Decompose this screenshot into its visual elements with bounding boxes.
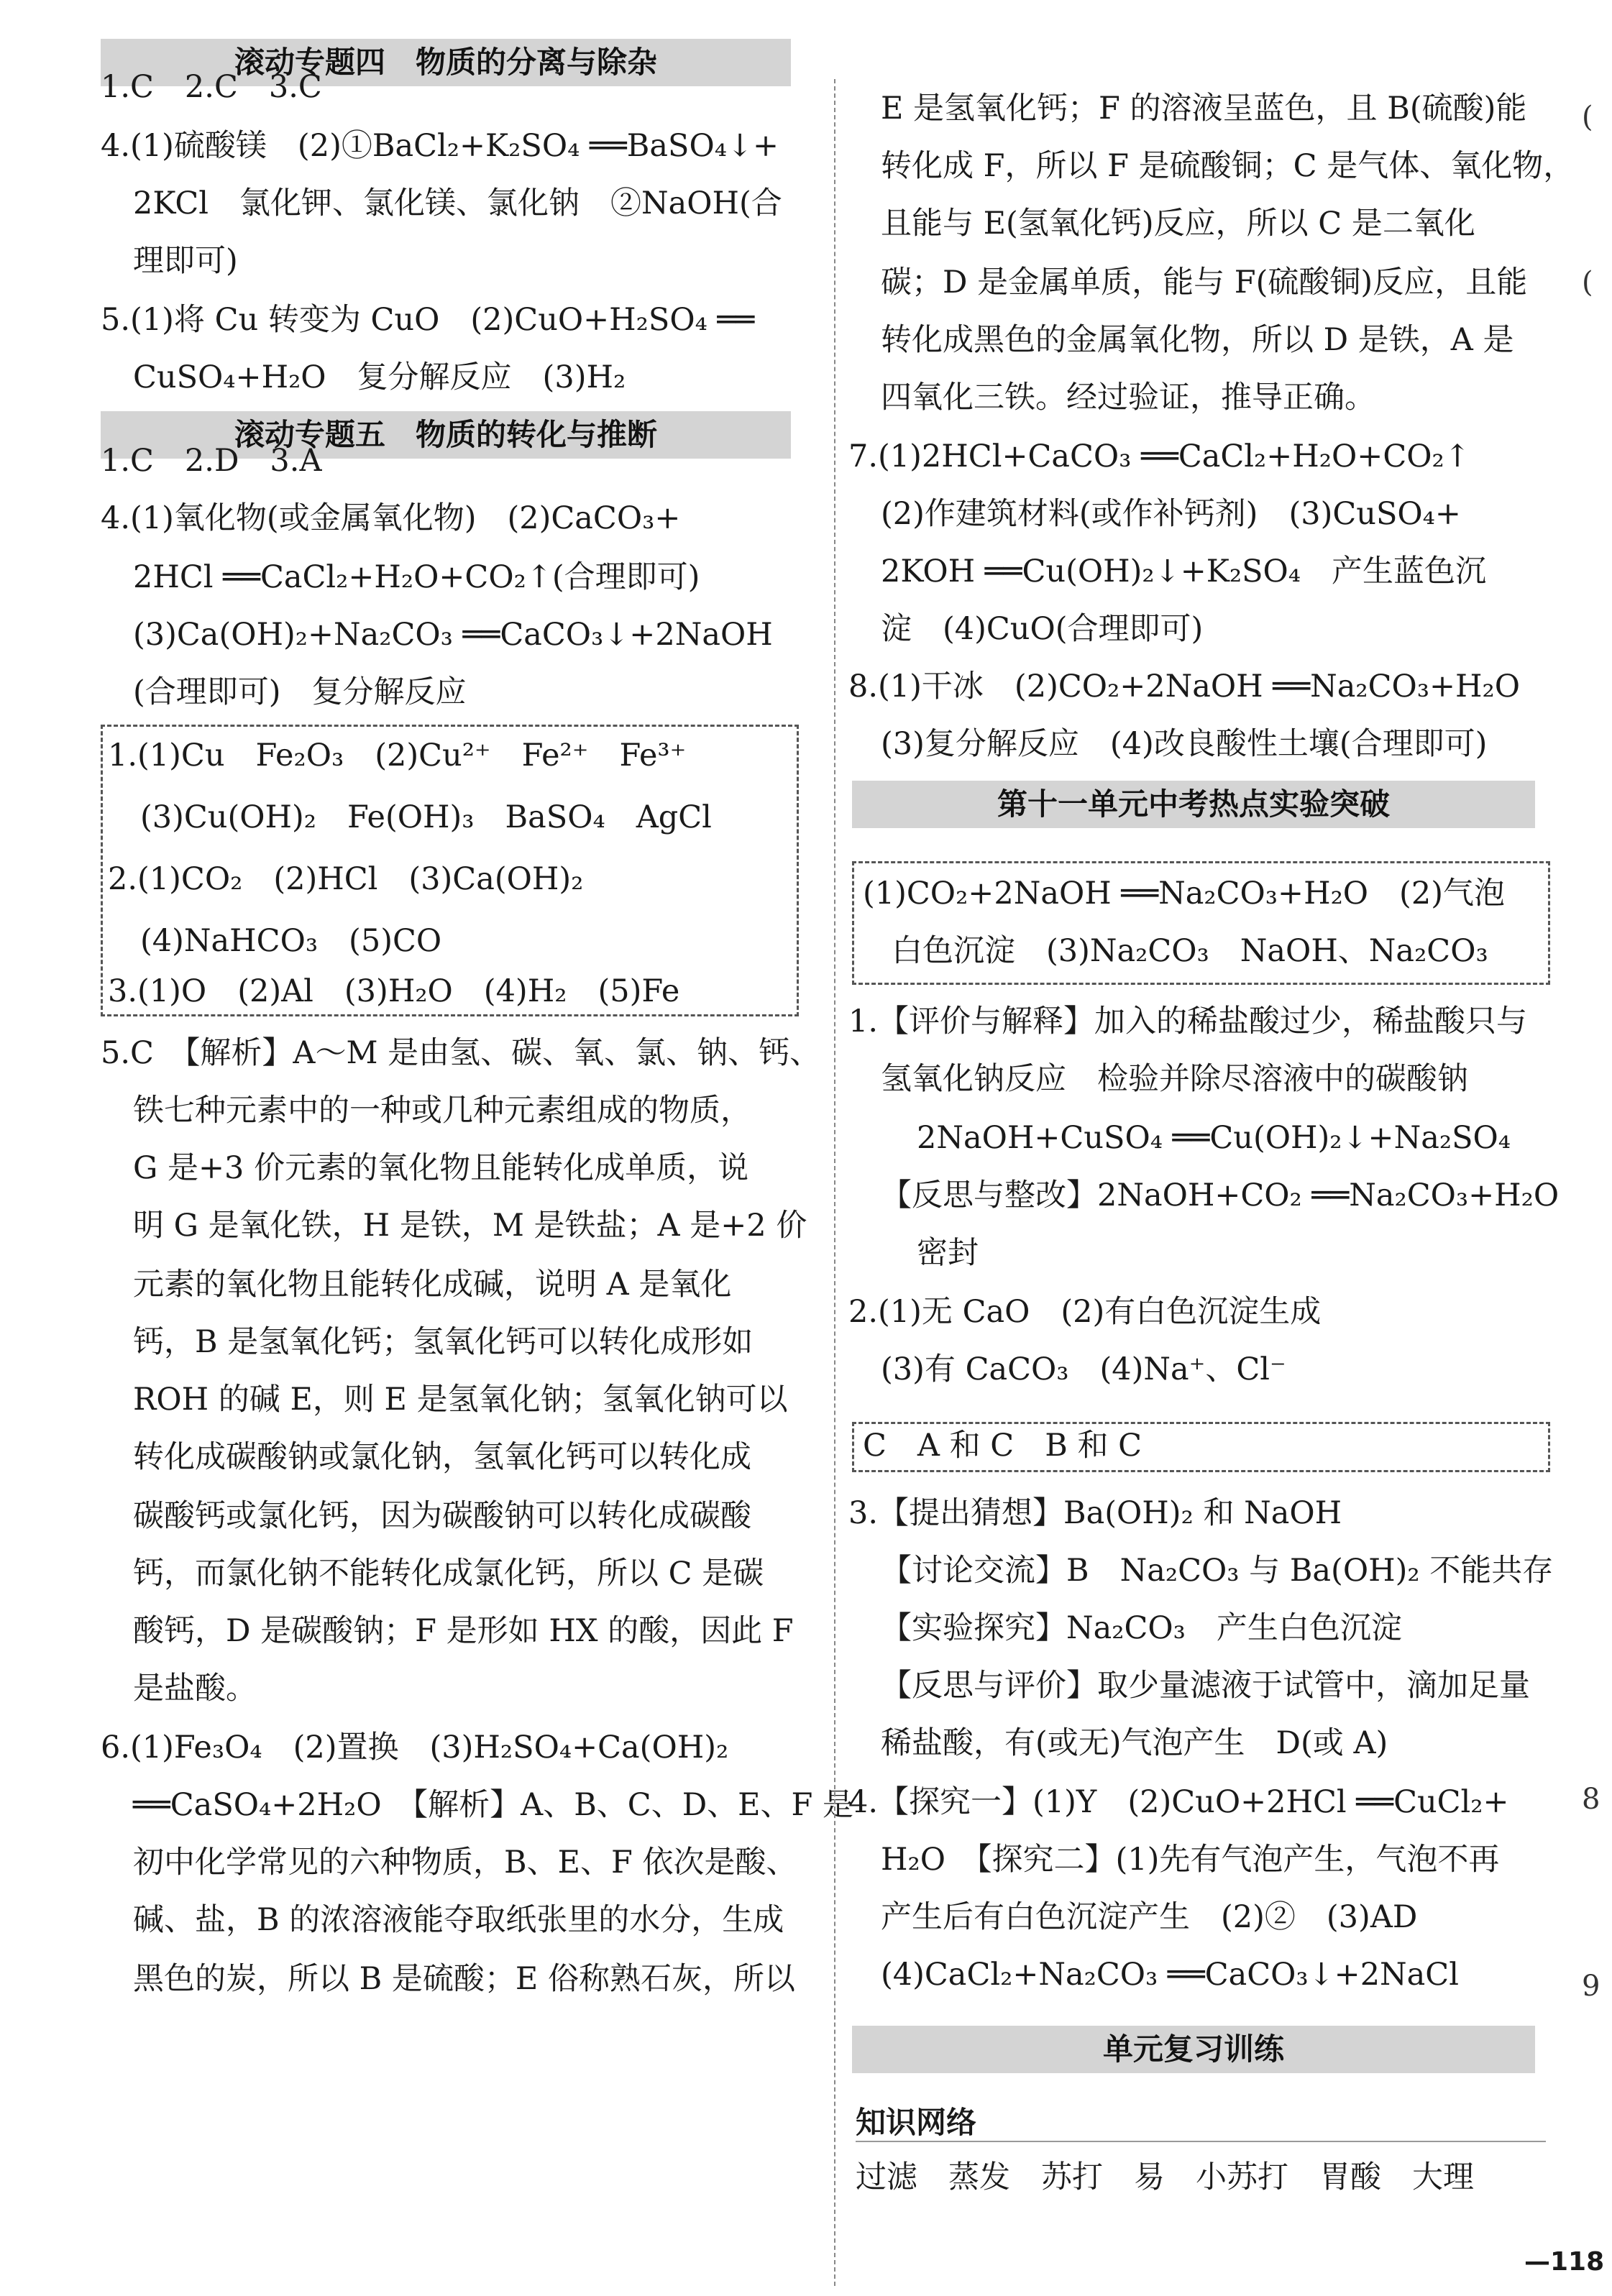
edge-mark: 8	[1582, 1783, 1600, 1816]
answer-line: 2KOH ══Cu(OH)₂↓+K₂SO₄ 产生蓝色沉	[881, 554, 1487, 589]
analysis-line: 明 G 是氧化铁，H 是铁，M 是铁盐；A 是+2 价	[133, 1208, 807, 1244]
analysis-line: 钙，而氯化钠不能转化成氯化钙，所以 C 是碳	[133, 1556, 764, 1592]
answer-line: 3.【提出猜想】Ba(OH)₂ 和 NaOH	[848, 1495, 1342, 1531]
analysis-line: 四氧化三铁。经过验证，推导正确。	[881, 380, 1375, 415]
answer-line: 4.【探究一】(1)Y (2)CuO+2HCl ══CuCl₂+	[848, 1784, 1509, 1820]
section-header-separation: 滚动专题四 物质的分离与除杂	[101, 39, 791, 86]
answer-line: (合理即可) 复分解反应	[133, 674, 467, 710]
answer-line: 2.(1)无 CaO (2)有白色沉淀生成	[848, 1294, 1322, 1330]
answer-line: 白色沉淀 (3)Na₂CO₃ NaOH、Na₂CO₃	[892, 933, 1488, 969]
analysis-line: E 是氢氧化钙；F 的溶液呈蓝色，且 B(硫酸)能	[881, 91, 1527, 127]
answer-line: (3)有 CaCO₃ (4)Na⁺、Cl⁻	[881, 1351, 1286, 1387]
answer-line: 【反思与整改】2NaOH+CO₂ ══Na₂CO₃+H₂O	[881, 1177, 1560, 1213]
analysis-line: 元素的氧化物且能转化成碱，说明 A 是氧化	[133, 1267, 732, 1303]
analysis-line: G 是+3 价元素的氧化物且能转化成单质，说	[133, 1150, 749, 1186]
answer-line: 【实验探究】Na₂CO₃ 产生白色沉淀	[881, 1610, 1402, 1646]
answer-line: (4)NaHCO₃ (5)CO	[140, 923, 442, 959]
analysis-line: 酸钙，D 是碳酸钠；F 是形如 HX 的酸，因此 F	[133, 1613, 794, 1649]
edge-mark: 9	[1582, 1970, 1600, 2003]
edge-mark: (	[1582, 101, 1593, 134]
answer-line: 产生后有白色沉淀产生 (2)② (3)AD	[881, 1899, 1418, 1935]
answer-line: 4.(1)氧化物(或金属氧化物) (2)CaCO₃+	[101, 500, 681, 536]
analysis-line: 且能与 E(氢氧化钙)反应，所以 C 是二氧化	[881, 206, 1475, 242]
analysis-line: 初中化学常见的六种物质，B、E、F 依次是酸、	[133, 1845, 797, 1881]
knowledge-network-heading: 知识网络	[856, 2105, 977, 2140]
heading-underline	[856, 2141, 1546, 2142]
answer-line: 3.(1)O (2)Al (3)H₂O (4)H₂ (5)Fe	[108, 973, 680, 1009]
analysis-line: 转化成 F，所以 F 是硫酸铜；C 是气体、氧化物，	[881, 148, 1575, 184]
analysis-line: 黑色的炭，所以 B 是硫酸；E 俗称熟石灰，所以	[133, 1961, 795, 1997]
answer-line: (1)CO₂+2NaOH ══Na₂CO₃+H₂O (2)气泡	[863, 876, 1505, 911]
answer-line: 1.C 2.D 3.A	[101, 443, 322, 479]
answer-line: (4)CaCl₂+Na₂CO₃ ══CaCO₃↓+2NaCl	[881, 1957, 1459, 1993]
answer-line: 理即可)	[133, 243, 238, 279]
answer-line: (3)复分解反应 (4)改良酸性土壤(合理即可)	[881, 726, 1488, 762]
analysis-line: 碳酸钙或氯化钙，因为碳酸钠可以转化成碳酸	[133, 1498, 751, 1534]
analysis-line: 碳；D 是金属单质，能与 F(硫酸铜)反应，且能	[881, 265, 1528, 300]
answer-line: 2.(1)CO₂ (2)HCl (3)Ca(OH)₂	[108, 861, 584, 897]
section-header-transformation: 滚动专题五 物质的转化与推断	[101, 411, 791, 459]
answer-line: 稀盐酸，有(或无)气泡产生 D(或 A)	[881, 1725, 1388, 1761]
column-divider	[834, 79, 835, 2286]
analysis-line: 5.C 【解析】A～M 是由氢、碳、氧、氯、钠、钙、	[101, 1035, 821, 1071]
page-number: —118	[1524, 2247, 1605, 2277]
analysis-line: ROH 的碱 E，则 E 是氢氧化钠；氢氧化钠可以	[133, 1382, 788, 1418]
answer-line: 4.(1)硫酸镁 (2)①BaCl₂+K₂SO₄ ══BaSO₄↓+	[101, 128, 779, 164]
answer-line: 淀 (4)CuO(合理即可)	[881, 611, 1204, 647]
answer-line: 【讨论交流】B Na₂CO₃ 与 Ba(OH)₂ 不能共存	[881, 1553, 1554, 1589]
edge-mark: (	[1582, 266, 1593, 299]
answer-line: 【反思与评价】取少量滤液于试管中，滴加足量	[881, 1668, 1530, 1704]
answer-line: 2KCl 氯化钾、氯化镁、氯化钠 ②NaOH(合	[133, 185, 782, 221]
answer-line: C A 和 C B 和 C	[863, 1428, 1142, 1464]
analysis-line: 是盐酸。	[133, 1671, 257, 1707]
answer-line: 氢氧化钠反应 检验并除尽溶液中的碳酸钠	[881, 1061, 1468, 1097]
analysis-line: 转化成黑色的金属氧化物，所以 D 是铁，A 是	[881, 322, 1514, 358]
answer-line: 过滤 蒸发 苏打 易 小苏打 胃酸 大理	[856, 2159, 1474, 2195]
answer-line: 2HCl ══CaCl₂+H₂O+CO₂↑(合理即可)	[133, 559, 700, 595]
analysis-line: 6.(1)Fe₃O₄ (2)置换 (3)H₂SO₄+Ca(OH)₂	[101, 1730, 729, 1765]
answer-line: 密封	[917, 1235, 979, 1271]
answer-line: CuSO₄+H₂O 复分解反应 (3)H₂	[133, 359, 626, 395]
answer-line: (3)Cu(OH)₂ Fe(OH)₃ BaSO₄ AgCl	[140, 799, 712, 835]
answer-line: (3)Ca(OH)₂+Na₂CO₃ ══CaCO₃↓+2NaOH	[133, 617, 773, 653]
answer-line: 7.(1)2HCl+CaCO₃ ══CaCl₂+H₂O+CO₂↑	[848, 438, 1470, 474]
answer-line: 2NaOH+CuSO₄ ══Cu(OH)₂↓+Na₂SO₄	[917, 1120, 1511, 1156]
answer-line: 1.C 2.C 3.C	[101, 69, 322, 105]
section-header-review: 单元复习训练	[852, 2026, 1535, 2073]
analysis-line: ══CaSO₄+2H₂O 【解析】A、B、C、D、E、F 是	[133, 1787, 854, 1823]
answer-line: 1.(1)Cu Fe₂O₃ (2)Cu²⁺ Fe²⁺ Fe³⁺	[108, 738, 687, 773]
answer-line: 5.(1)将 Cu 转变为 CuO (2)CuO+H₂SO₄ ══	[101, 302, 755, 338]
analysis-line: 碱、盐，B 的浓溶液能夺取纸张里的水分，生成	[133, 1902, 784, 1938]
answer-line: (2)作建筑材料(或作补钙剂) (3)CuSO₄+	[881, 496, 1461, 532]
analysis-line: 转化成碳酸钠或氯化钠，氢氧化钙可以转化成	[133, 1439, 751, 1475]
analysis-line: 钙，B 是氢氧化钙；氢氧化钙可以转化成形如	[133, 1324, 754, 1360]
answer-line: 8.(1)干冰 (2)CO₂+2NaOH ══Na₂CO₃+H₂O	[848, 669, 1520, 704]
answer-line: H₂O 【探究二】(1)先有气泡产生，气泡不再	[881, 1842, 1500, 1878]
section-header-experiment: 第十一单元中考热点实验突破	[852, 781, 1535, 828]
answer-line: 1.【评价与解释】加入的稀盐酸过少，稀盐酸只与	[848, 1004, 1528, 1039]
analysis-line: 铁七种元素中的一种或几种元素组成的物质，	[133, 1093, 751, 1129]
